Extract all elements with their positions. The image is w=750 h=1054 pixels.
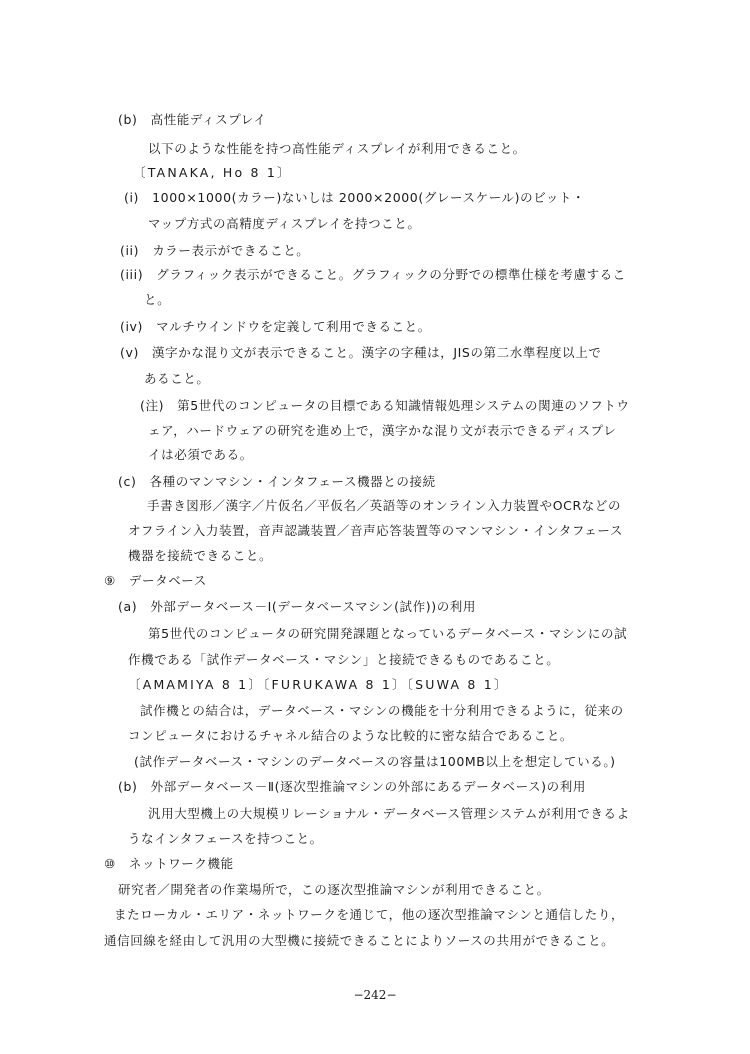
- subsection-a-heading: (a) 外部データベース－Ⅰ(データベースマシン(試作))の利用: [118, 599, 476, 614]
- list-item-iv: (iv) マルチウインドウを定義して利用できること。: [120, 319, 431, 334]
- list-item-iii-continued: と。: [144, 292, 171, 307]
- paragraph-line: 汎用大型機上の大規模リレーショナル・データベース管理システムが利用できるよ: [148, 806, 630, 821]
- list-item-v: (v) 漢字かな混り文が表示できること。漢字の字種は，JISの第二水準程度以上で: [120, 345, 602, 360]
- paragraph-line: 作機である「試作データベース・マシン」と接続できるものであること。: [128, 652, 560, 667]
- paragraph-line: オフライン入力装置，音声認識装置／音声応答装置等のマンマシン・インタフェース: [128, 523, 623, 538]
- note-item-continued: イは必須である。: [148, 447, 253, 462]
- paragraph-line: 手書き図形／漢字／片仮名／平仮名／英語等のオンライン入力装置やOCRなどの: [147, 498, 622, 513]
- paragraph-line: 第5世代のコンピュータの研究開発課題となっているデータベース・マシンにの試: [148, 626, 628, 641]
- paragraph-line: 通信回線を経由して汎用の大型機に接続できることによりソースの共用ができること。: [104, 933, 615, 948]
- note-item-continued: ェア，ハードウェアの研究を進め上で，漢字かな混り文が表示できるディスプレ: [148, 423, 617, 438]
- reference-citation: 〔AMAMIYA 8 1〕〔FURUKAWA 8 1〕〔SUWA 8 1〕: [128, 677, 509, 692]
- paragraph-line: 試作機との結合は，データベース・マシンの機能を十分利用できるように，従来の: [140, 703, 624, 718]
- section-c-heading: (c) 各種のマンマシン・インタフェース機器との接続: [118, 474, 436, 489]
- reference-citation: 〔TANAKA, Ho 8 1〕: [133, 165, 292, 180]
- paragraph-line: 機器を接続できること。: [128, 548, 273, 563]
- list-item-i-continued: マップ方式の高精度ディスプレイを持つこと。: [148, 216, 421, 231]
- paragraph-line: 研究者／開発者の作業場所で，この逐次型推論マシンが利用できること。: [118, 882, 550, 897]
- page-number: −242−: [353, 988, 397, 1002]
- note-item: (注) 第5世代のコンピュータの目標である知識情報処理システムの関連のソフトウ: [140, 398, 630, 413]
- section-b-heading: (b) 高性能ディスプレイ: [118, 112, 267, 127]
- paragraph-line: またローカル・エリア・ネットワークを通じて，他の逐次型推論マシンと通信したり，: [114, 907, 625, 922]
- paragraph-line: うなインタフェースを持つこと。: [128, 831, 323, 846]
- list-item-iii: (iii) グラフィック表示ができること。グラフィックの分野での標準仕様を考慮するこ: [120, 267, 626, 282]
- paragraph-line: コンピュータにおけるチャネル結合のような比較的に密な結合であること。: [128, 728, 574, 743]
- paragraph-line: 以下のような性能を持つ高性能ディスプレイが利用できること。: [148, 141, 526, 156]
- section-10-heading: ⑩ ネットワーク機能: [104, 856, 234, 871]
- list-item-ii: (ii) カラー表示ができること。: [120, 243, 310, 258]
- list-item-i: (i) 1000×1000(カラー)ないしは 2000×2000(グレースケール)のビット・: [124, 190, 586, 205]
- capacity-note: (試作データベース・マシンのデータベースの容量は100MB以上を想定している。): [134, 754, 616, 769]
- section-9-heading: ⑨ データベース: [104, 573, 207, 588]
- list-item-v-continued: あること。: [144, 371, 210, 386]
- subsection-b-heading: (b) 外部データベース－Ⅱ(逐次型推論マシンの外部にあるデータベース)の利用: [118, 779, 586, 794]
